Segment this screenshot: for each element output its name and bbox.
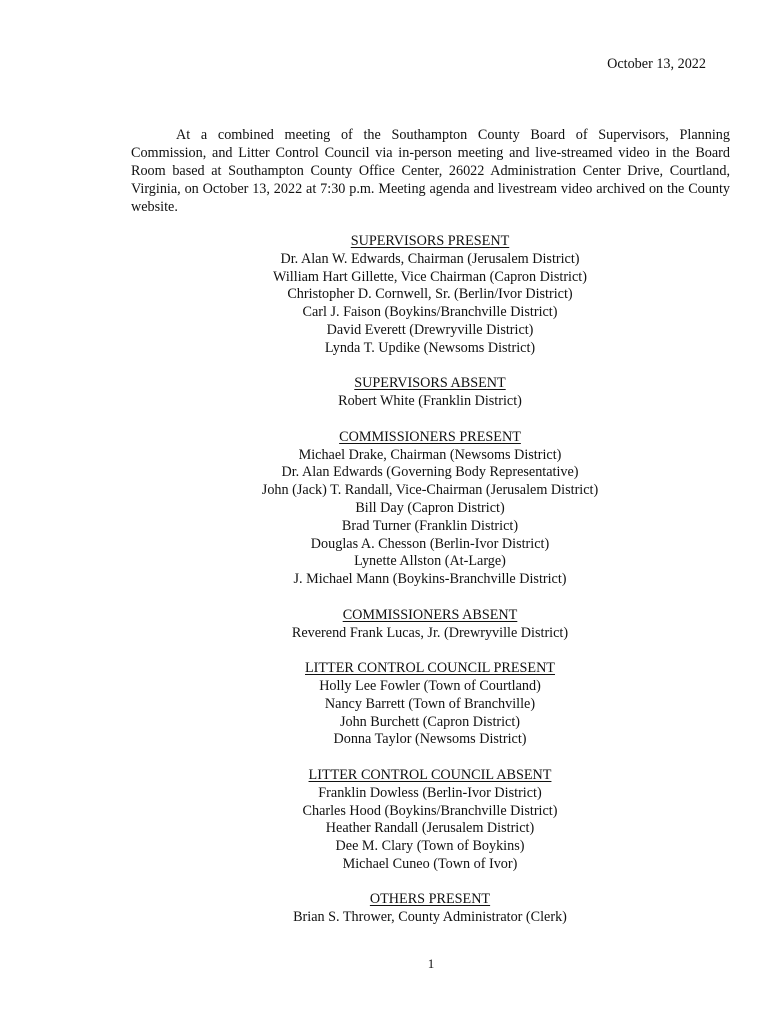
supervisors-present-heading: SUPERVISORS PRESENT [350,233,510,249]
supervisors-absent-heading: SUPERVISORS ABSENT [354,375,506,392]
litter-council-absent-member: Heather Randall (Jerusalem District) [325,820,535,837]
others-present-section [130,891,730,927]
commissioners-present-heading: COMMISSIONERS PRESENT [339,428,521,445]
litter-council-absent-member: Charles Hood (Boykins/Branchville District) [302,802,558,819]
litter-council-absent-heading: LITTER CONTROL COUNCIL ABSENT [308,766,552,783]
page-number: 1 [427,956,435,971]
commissioner-present-member: Brad Turner (Franklin District) [341,517,519,534]
commissioner-present-member: Dr. Alan Edwards (Governing Body Representative) [281,464,579,481]
supervisor-present-member: Carl J. Faison (Boykins/Branchville District) [302,304,558,321]
supervisor-present-member: Lynda T. Updike (Newsoms District) [324,339,536,356]
litter-council-absent-member: Franklin Dowless (Berlin-Ivor District) [318,784,542,801]
intro-paragraph: At a combined meeting of the Southampton County Board of Supervisors, Planning Commission, and Litter Control Council via in-person meeting and live-streamed video in the Board Room based at Southampton County Office Center, 26022 Administration Center Drive, Courtland, Virginia, on October 13, 2022 at 7:30 p.m. Meeting agenda and livestream video archived on the County website. [131,127,730,215]
litter-council-absent-member: Michael Cuneo (Town of Ivor) [342,855,518,872]
others-present-heading: OTHERS PRESENT [369,891,491,908]
supervisor-present-member: William Hart Gillette, Vice Chairman (Capron District) [273,268,587,285]
commissioners-present-section [130,429,730,589]
litter-council-present-heading: LITTER CONTROL COUNCIL PRESENT [305,660,555,677]
litter-council-absent-section [130,767,730,874]
supervisor-present-member: Christopher D. Cornwell, Sr. (Berlin/Ivor District) [287,286,573,303]
commissioner-present-member: Douglas A. Chesson (Berlin-Ivor District) [310,535,550,552]
litter-council-present-member: John Burchett (Capron District) [339,713,521,730]
supervisor-present-member: Dr. Alan W. Edwards, Chairman (Jerusalem District) [280,250,580,267]
supervisors-present-section [130,233,730,358]
attendance-roster [130,233,730,945]
meeting-date: October 13, 2022 [607,56,706,72]
litter-council-present-member: Nancy Barrett (Town of Branchville) [324,695,536,712]
supervisor-present-member: David Everett (Drewryville District) [326,321,534,338]
commissioner-present-member: Lynette Allston (At-Large) [354,553,506,570]
commissioner-absent-member: Reverend Frank Lucas, Jr. (Drewryville District) [291,624,569,641]
commissioner-present-member: J. Michael Mann (Boykins-Branchville District) [293,571,567,588]
commissioners-absent-section [130,607,730,643]
litter-council-present-member: Holly Lee Fowler (Town of Courtland) [319,677,541,694]
supervisors-absent-section [130,375,730,411]
litter-council-absent-member: Dee M. Clary (Town of Boykins) [335,838,525,855]
litter-council-present-section [130,660,730,749]
commissioner-present-member: Bill Day (Capron District) [355,499,505,516]
commissioner-present-member: Michael Drake, Chairman (Newsoms District) [298,446,562,463]
supervisor-absent-member: Robert White (Franklin District) [338,393,522,410]
commissioners-absent-heading: COMMISSIONERS ABSENT [342,606,518,623]
litter-council-present-member: Donna Taylor (Newsoms District) [333,731,527,748]
others-present-member: Brian S. Thrower, County Administrator (Clerk) [293,909,567,926]
commissioner-present-member: John (Jack) T. Randall, Vice-Chairman (Jerusalem District) [261,482,599,499]
